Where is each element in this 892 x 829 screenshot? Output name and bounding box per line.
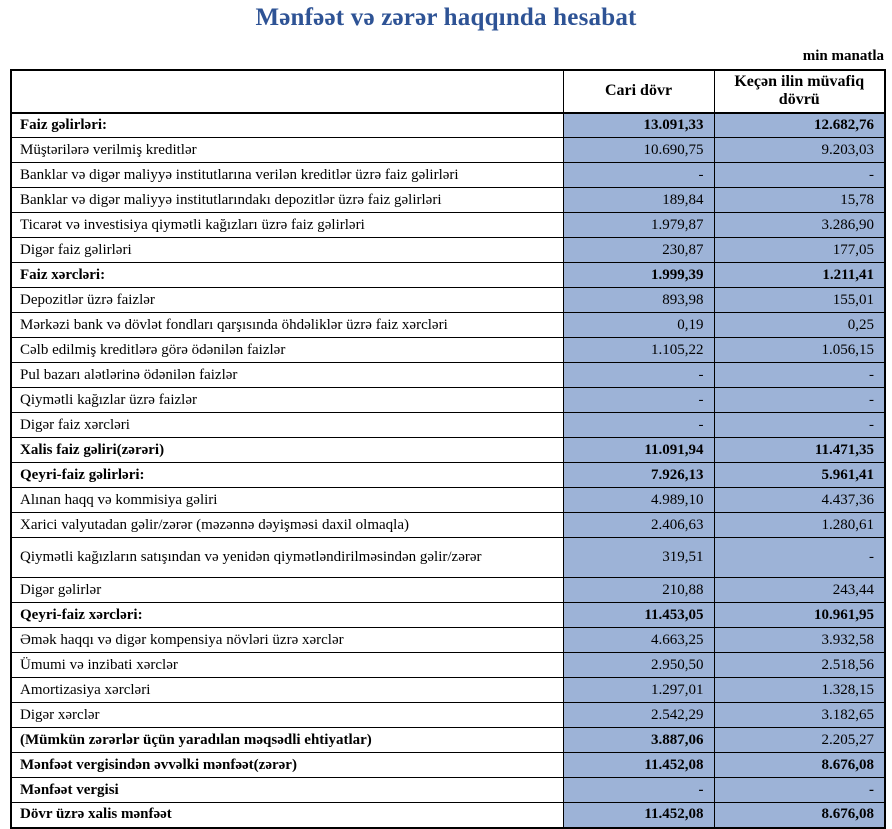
table-row [11, 778, 885, 803]
table-row [11, 238, 885, 263]
current-period-value: 10.690,75 [563, 138, 714, 163]
current-period-value: 230,87 [563, 238, 714, 263]
previous-period-value: - [714, 778, 885, 803]
row-label: Mənfəət vergisindən əvvəlki mənfəət(zərər) [11, 753, 563, 778]
current-period-value: 4.663,25 [563, 628, 714, 653]
current-period-value: 319,51 [563, 538, 714, 578]
previous-period-value: 12.682,76 [714, 113, 885, 138]
table-row [11, 213, 885, 238]
current-period-value: 11.091,94 [563, 438, 714, 463]
current-period-value: 210,88 [563, 578, 714, 603]
previous-period-value: 10.961,95 [714, 603, 885, 628]
current-period-value: - [563, 413, 714, 438]
profit-loss-table [10, 69, 886, 829]
table-row [11, 188, 885, 213]
current-period-value: - [563, 778, 714, 803]
row-label: Digər faiz xərcləri [11, 413, 563, 438]
row-label: Müştərilərə verilmiş kreditlər [11, 138, 563, 163]
table-row [11, 413, 885, 438]
current-period-value: - [563, 363, 714, 388]
previous-period-value: 11.471,35 [714, 438, 885, 463]
unit-note: min manatla [802, 48, 884, 64]
current-period-value: 893,98 [563, 288, 714, 313]
row-label: Dövr üzrə xalis mənfəət [11, 803, 563, 828]
previous-period-value: 1.211,41 [714, 263, 885, 288]
table-row [11, 288, 885, 313]
table-row [11, 338, 885, 363]
table-row [11, 653, 885, 678]
table-row [11, 513, 885, 538]
row-label: Xalis faiz gəliri(zərəri) [11, 438, 563, 463]
row-label: Ticarət və investisiya qiymətli kağızları üzrə faiz gəlirləri [11, 213, 563, 238]
table-row [11, 578, 885, 603]
previous-period-value: 3.932,58 [714, 628, 885, 653]
previous-period-value: - [714, 413, 885, 438]
previous-period-value: 5.961,41 [714, 463, 885, 488]
row-label: Qiymətli kağızların satışından və yenidən qiymətləndirilməsindən gəlir/zərər [11, 538, 563, 578]
previous-period-value: 4.437,36 [714, 488, 885, 513]
table-row [11, 703, 885, 728]
row-label: Mərkəzi bank və dövlət fondları qarşısında öhdəliklər üzrə faiz xərcləri [11, 313, 563, 338]
row-label: (Mümkün zərərlər üçün yaradılan məqsədli ehtiyatlar) [11, 728, 563, 753]
current-period-value: 2.542,29 [563, 703, 714, 728]
previous-period-value: - [714, 538, 885, 578]
table-row [11, 753, 885, 778]
table-row [11, 538, 885, 578]
row-label: Digər gəlirlər [11, 578, 563, 603]
current-period-value: 11.453,05 [563, 603, 714, 628]
table-row [11, 603, 885, 628]
previous-period-value: 155,01 [714, 288, 885, 313]
table-row [11, 463, 885, 488]
table-row [11, 113, 885, 138]
table-row [11, 163, 885, 188]
row-label: Mənfəət vergisi [11, 778, 563, 803]
row-label: Cəlb edilmiş kreditlərə görə ödənilən faizlər [11, 338, 563, 363]
column-header-label [11, 70, 563, 113]
row-label: Banklar və digər maliyyə institutlarındakı depozitlər üzrə faiz gəlirləri [11, 188, 563, 213]
row-label: Digər faiz gəlirləri [11, 238, 563, 263]
previous-period-value: 243,44 [714, 578, 885, 603]
previous-period-value: - [714, 163, 885, 188]
header-row [11, 70, 885, 113]
row-label: Qeyri-faiz gəlirləri: [11, 463, 563, 488]
row-label: Alınan haqq və kommisiya gəliri [11, 488, 563, 513]
table-body [11, 113, 885, 828]
table-row [11, 138, 885, 163]
current-period-value: - [563, 163, 714, 188]
row-label: Qiymətli kağızlar üzrə faizlər [11, 388, 563, 413]
previous-period-value: 2.205,27 [714, 728, 885, 753]
row-label: Ümumi və inzibati xərclər [11, 653, 563, 678]
previous-period-value: 1.328,15 [714, 678, 885, 703]
current-period-value: 1.979,87 [563, 213, 714, 238]
current-period-value: 3.887,06 [563, 728, 714, 753]
row-label: Qeyri-faiz xərcləri: [11, 603, 563, 628]
previous-period-value: 9.203,03 [714, 138, 885, 163]
current-period-value: 11.452,08 [563, 753, 714, 778]
current-period-value: - [563, 388, 714, 413]
row-label: Faiz gəlirləri: [11, 113, 563, 138]
previous-period-value: 3.286,90 [714, 213, 885, 238]
page-title: Mənfəət və zərər haqqında hesabat [255, 4, 637, 31]
previous-period-value: 1.280,61 [714, 513, 885, 538]
table-row [11, 678, 885, 703]
previous-period-value: 8.676,08 [714, 753, 885, 778]
row-label: Faiz xərcləri: [11, 263, 563, 288]
table-row [11, 388, 885, 413]
previous-period-value: 2.518,56 [714, 653, 885, 678]
table-row [11, 363, 885, 388]
table-row [11, 263, 885, 288]
previous-period-value: - [714, 388, 885, 413]
current-period-value: 189,84 [563, 188, 714, 213]
table-row [11, 313, 885, 338]
current-period-value: 0,19 [563, 313, 714, 338]
row-label: Digər xərclər [11, 703, 563, 728]
row-label: Xarici valyutadan gəlir/zərər (məzənnə dəyişməsi daxil olmaqla) [11, 513, 563, 538]
current-period-value: 4.989,10 [563, 488, 714, 513]
current-period-value: 1.297,01 [563, 678, 714, 703]
current-period-value: 2.406,63 [563, 513, 714, 538]
table-row [11, 628, 885, 653]
previous-period-value: 1.056,15 [714, 338, 885, 363]
column-header-current-period: Cari dövr [563, 70, 714, 113]
table-row [11, 728, 885, 753]
row-label: Banklar və digər maliyyə institutlarına verilən kreditlər üzrə faiz gəlirləri [11, 163, 563, 188]
current-period-value: 2.950,50 [563, 653, 714, 678]
current-period-value: 1.105,22 [563, 338, 714, 363]
row-label: Amortizasiya xərcləri [11, 678, 563, 703]
table-row [11, 488, 885, 513]
previous-period-value: - [714, 363, 885, 388]
current-period-value: 11.452,08 [563, 803, 714, 828]
table-row [11, 803, 885, 828]
previous-period-value: 3.182,65 [714, 703, 885, 728]
column-header-previous-period: Keçən ilin müvafiq dövrü [714, 70, 885, 113]
current-period-value: 1.999,39 [563, 263, 714, 288]
table-header [11, 70, 885, 113]
row-label: Əmək haqqı və digər kompensiya növləri üzrə xərclər [11, 628, 563, 653]
row-label: Depozitlər üzrə faizlər [11, 288, 563, 313]
previous-period-value: 0,25 [714, 313, 885, 338]
table-row [11, 438, 885, 463]
current-period-value: 7.926,13 [563, 463, 714, 488]
previous-period-value: 177,05 [714, 238, 885, 263]
current-period-value: 13.091,33 [563, 113, 714, 138]
previous-period-value: 15,78 [714, 188, 885, 213]
row-label: Pul bazarı alətlərinə ödənilən faizlər [11, 363, 563, 388]
previous-period-value: 8.676,08 [714, 803, 885, 828]
